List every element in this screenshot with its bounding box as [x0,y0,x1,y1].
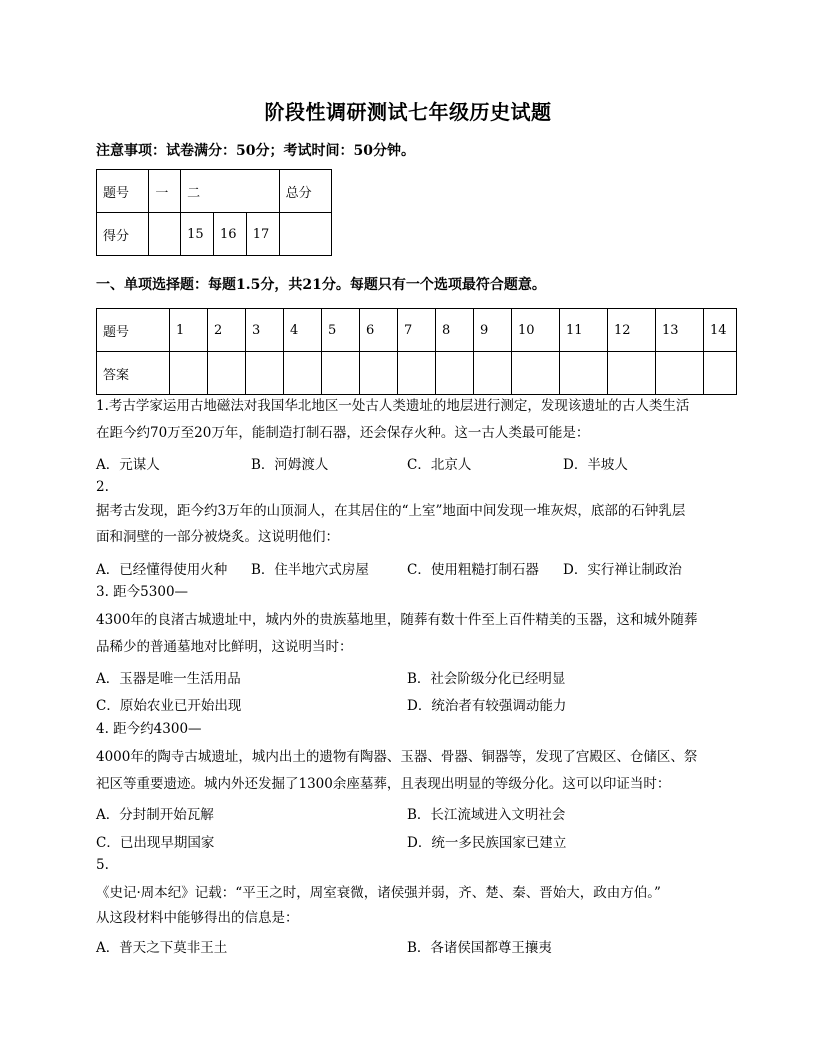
answer-cell [436,352,474,395]
section-heading: 一、单项选择题：每题1.5分，共21分。每题只有一个选项最符合题意。 [96,277,546,293]
question-5-option-a: A．普天之下莫非王土 [96,940,228,956]
table-cell: 15 [181,213,214,256]
question-4-line-2: 祀区等重要遗迹。城内外还发掘了1300余座墓葬，且表现出明显的等级分化。这可以印证当时： [96,776,671,792]
table-cell: 得分 [97,213,149,256]
question-2-option-d: D．实行禅让制政治 [563,562,682,578]
question-5-option-b: B．各诸侯国都尊王攘夷 [407,940,552,956]
question-3-option-d: D．统治者有较强调动能力 [407,698,567,714]
table-cell [149,213,181,256]
answer-cell [398,352,436,395]
question-2-number: 2. [96,479,109,495]
table-row [97,213,332,256]
answer-table [96,308,737,395]
table-cell: 11 [560,309,608,352]
table-cell: 9 [474,309,512,352]
table-cell: 1 [170,309,208,352]
table-cell: 6 [360,309,398,352]
table-cell: 题号 [97,309,170,352]
table-cell: 4 [284,309,322,352]
score-table [96,169,332,256]
table-cell: 12 [608,309,656,352]
question-2-option-b: B．住半地穴式房屋 [251,562,369,578]
question-3-option-b: B．社会阶级分化已经明显 [407,671,566,687]
table-cell: 16 [213,213,246,256]
page-title: 阶段性调研测试七年级历史试题 [264,100,552,124]
table-cell: 题号 [97,170,149,213]
answer-cell [360,352,398,395]
question-4-option-a: A．分封制开始瓦解 [96,807,214,823]
table-cell: 3 [246,309,284,352]
question-3-line-2: 品稀少的普通墓地对比鲜明，这说明当时： [96,639,353,655]
answer-cell [170,352,208,395]
question-3-option-c: C．原始农业已开始出现 [96,698,242,714]
table-cell: 8 [436,309,474,352]
question-2-line-2: 面和洞壁的一部分被烧炙。这说明他们： [96,529,339,545]
question-4-number: 4. 距今约4300— [96,721,202,737]
question-5-line-2: 从这段材料中能够得出的信息是： [96,910,299,926]
question-3-line-1: 4300年的良渚古城遗址中，城内外的贵族墓地里，随葬有数十件至上百件精美的玉器，这和城外随葬 [96,612,698,628]
question-2-option-a: A．已经懂得使用火种 [96,562,228,578]
table-row [97,170,332,213]
question-5-line-1: 《史记·周本纪》记载：“平王之时，周室衰微，诸侯强并弱，齐、楚、秦、晋始大，政由方伯。” [96,885,661,901]
table-cell: 一 [149,170,181,213]
table-cell: 7 [398,309,436,352]
table-row [97,352,737,395]
question-3-number: 3. 距今5300— [96,584,189,600]
table-cell: 2 [208,309,246,352]
question-2-option-c: C．使用粗糙打制石器 [407,562,539,578]
question-3-option-a: A．玉器是唯一生活用品 [96,671,241,687]
question-1-option-d: D．半坡人 [563,457,628,473]
answer-cell [474,352,512,395]
answer-cell [284,352,322,395]
question-1-line-2: 在距今约70万至20万年，能制造打制石器，还会保存火种。这一古人类最可能是： [96,425,590,441]
table-cell: 14 [704,309,737,352]
table-cell: 13 [656,309,704,352]
question-1-option-c: C．北京人 [407,457,472,473]
answer-cell [608,352,656,395]
question-5-number: 5. [96,857,109,873]
table-cell: 答案 [97,352,170,395]
exam-notice: 注意事项：试卷满分：50分；考试时间：50分钟。 [96,143,415,159]
answer-cell [560,352,608,395]
table-cell [279,213,331,256]
table-cell: 10 [512,309,560,352]
answer-cell [656,352,704,395]
question-4-option-b: B．长江流域进入文明社会 [407,807,566,823]
table-cell: 二 [181,170,279,213]
answer-cell [246,352,284,395]
question-4-option-d: D．统一多民族国家已建立 [407,835,567,851]
question-4-line-1: 4000年的陶寺古城遗址，城内出土的遗物有陶器、玉器、骨器、铜器等，发现了宫殿区、仓储区、祭 [96,749,698,765]
answer-cell [704,352,737,395]
question-4-option-c: C．已出现早期国家 [96,835,215,851]
answer-cell [512,352,560,395]
question-1-line-1: 1.考古学家运用古地磁法对我国华北地区一处古人类遗址的地层进行测定，发现该遗址的古人类生活 [96,398,690,414]
table-cell: 5 [322,309,360,352]
answer-cell [208,352,246,395]
question-1-option-b: B．河姆渡人 [251,457,329,473]
table-cell: 17 [246,213,279,256]
table-cell: 总分 [279,170,331,213]
question-2-line-1: 据考古发现，距今约3万年的山顶洞人，在其居住的“上室”地面中间发现一堆灰烬，底部的石钟乳层 [96,503,686,519]
question-1-option-a: A．元谋人 [96,457,160,473]
answer-cell [322,352,360,395]
table-row [97,309,737,352]
